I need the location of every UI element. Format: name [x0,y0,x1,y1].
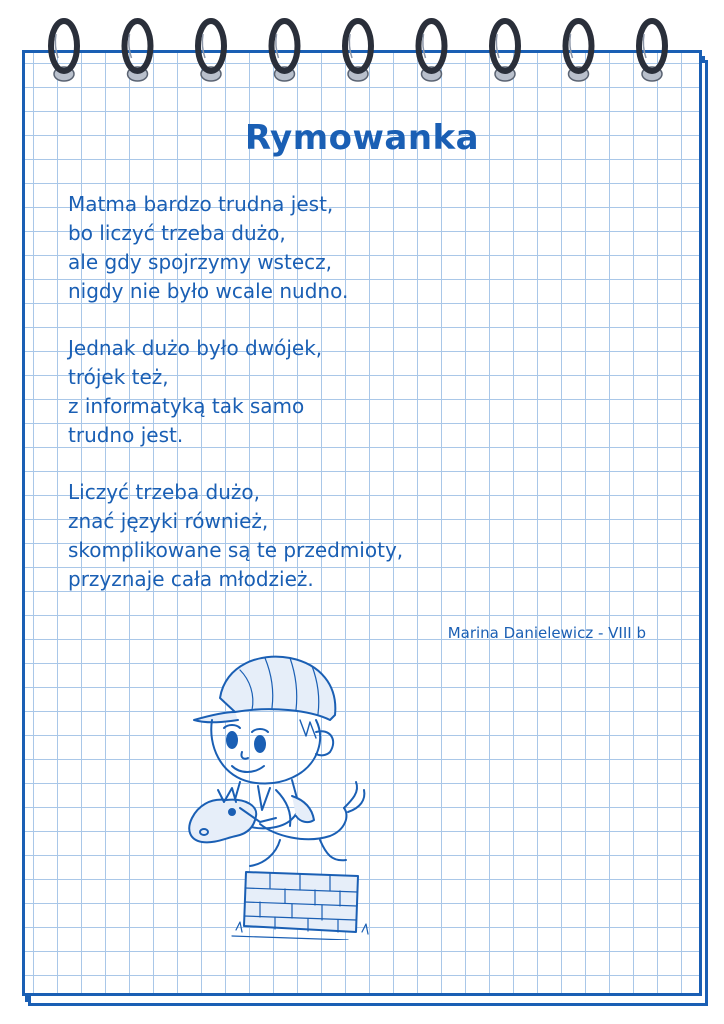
spiral-binding [0,0,724,110]
poem-line: skomplikowane są te przedmioty, [68,538,404,562]
binding-ring [639,21,665,81]
poem-line: Jednak dużo było dwójek, [68,336,323,360]
binding-ring [492,21,518,81]
binding-ring [125,21,151,81]
binding-ring [566,21,592,81]
binding-ring [419,21,445,81]
poem-line: przyznaje cała młodzież. [68,567,314,591]
poem-line: Matma bardzo trudna jest, [68,192,334,216]
binding-ring [272,21,298,81]
binding-ring [198,21,224,81]
poem-line: znać języki również, [68,509,269,533]
poem-body [68,190,668,622]
poem-line: Liczyć trzeba dużo, [68,480,261,504]
stanza [68,334,668,450]
boy-hobby-horse-illustration [180,640,380,940]
binding-ring [345,21,371,81]
stanza [68,478,668,594]
poem-line: z informatyką tak samo [68,394,305,418]
poem-line: nigdy nie było wcale nudno. [68,279,349,303]
poem-line: bo liczyć trzeba dużo, [68,221,286,245]
binding-ring [51,21,77,81]
stanza [68,190,668,306]
poem-line: ale gdy spojrzymy wstecz, [68,250,332,274]
poem-line: trudno jest. [68,423,184,447]
poem-author: Marina Danielewicz - VIII b [447,624,646,642]
poem-line: trójek też, [68,365,169,389]
poem-title: Rymowanka [244,118,480,158]
